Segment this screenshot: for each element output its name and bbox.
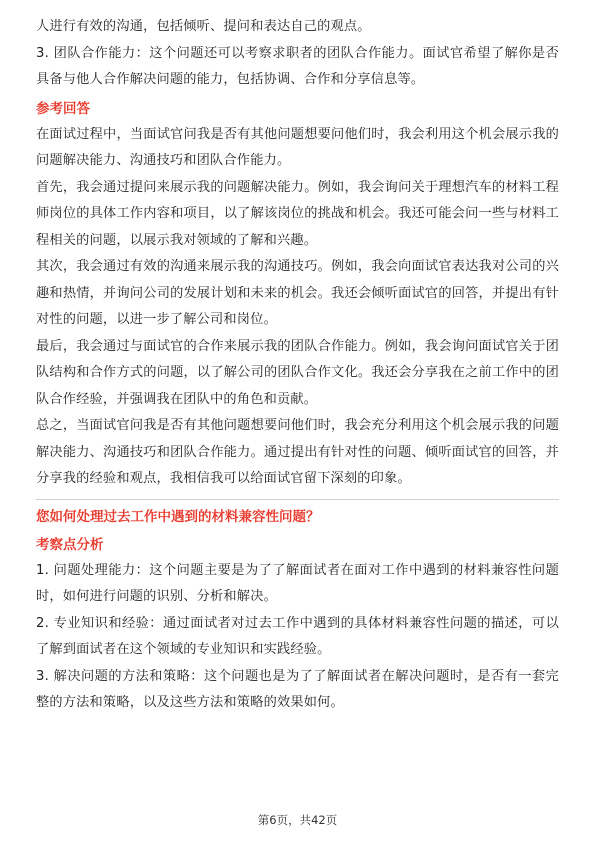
answer-paragraph: 最后，我会通过与面试官的合作来展示我的团队合作能力。例如，我会询问面试官关于团队结构和合作方式的问题，以了解公司的团队合作文化。我还会分享我在之前工作中的团队合作经验，并强调我在团队中的角色和贡献。 <box>36 338 559 407</box>
answer-paragraph: 总之，当面试官问我是否有其他问题想要问他们时，我会充分利用这个机会展示我的问题解决能力、沟通技巧和团队合作能力。通过提出有针对性的问题、倾听面试官的回答，并分享我的经验和观点，我相信我可以给面试官留下深刻的印象。 <box>36 418 559 486</box>
document-page <box>36 14 559 717</box>
answer-paragraph: 其次，我会通过有效的沟通来展示我的沟通技巧。例如，我会向面试官表达我对公司的兴趣和热情，并询问公司的发展计划和未来的机会。我还会倾听面试官的回答，并提出有针对性的问题，以进一步了解公司和岗位。 <box>36 259 559 327</box>
paragraph-point-3: 3. 团队合作能力：这个问题还可以考察求职者的团队合作能力。面试官希望了解你是否具备与他人合作解决问题的能力，包括协调、合作和分享信息等。 <box>36 45 559 87</box>
question-title: 您如何处理过去工作中遇到的材料兼容性问题？ <box>36 508 320 525</box>
analysis-point: 3. 解决问题的方法和策略：这个问题也是为了了解面试者在解决问题时，是否有一套完整的方法和策略，以及这些方法和策略的效果如何。 <box>36 668 559 710</box>
analysis-point: 1. 问题处理能力：这个问题主要是为了了解面试者在面对工作中遇到的材料兼容性问题时，如何进行问题的识别、分析和解决。 <box>36 562 559 604</box>
paragraph-intro-continued: 人进行有效的沟通，包括倾听、提问和表达自己的观点。 <box>36 19 371 34</box>
answer-paragraph: 首先，我会通过提问来展示我的问题解决能力。例如，我会询问关于理想汽车的材料工程师岗位的具体工作内容和项目，以了解该岗位的挑战和机会。我还可能会问一些与材料工程相关的问题，以展示我对领域的了解和兴趣。 <box>36 179 559 248</box>
page-number-footer: 第6页，共42页 <box>257 813 338 827</box>
section-divider <box>36 499 559 500</box>
analysis-heading: 考察点分析 <box>36 536 104 553</box>
answer-paragraph: 在面试过程中，当面试官问我是否有其他问题想要问他们时，我会利用这个机会展示我的问题解决能力、沟通技巧和团队合作能力。 <box>36 126 559 168</box>
reference-answer-heading: 参考回答 <box>36 100 90 117</box>
analysis-point: 2. 专业知识和经验：通过面试者对过去工作中遇到的具体材料兼容性问题的描述，可以了解到面试者在这个领域的专业知识和实践经验。 <box>36 615 559 657</box>
